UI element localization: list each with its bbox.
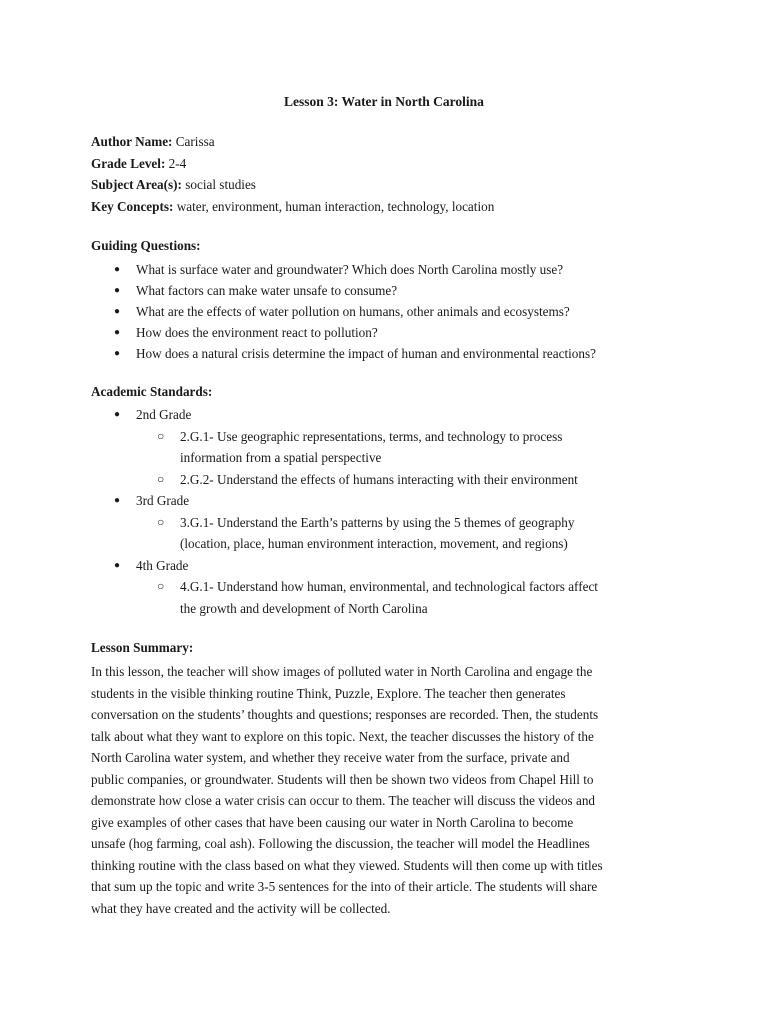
list-item: ● What are the effects of water pollution on humans, other animals and ecosystems? — [112, 301, 596, 322]
circle-bullet-icon: ○ — [157, 514, 165, 529]
summary-line: talk about what they want to explore on this topic. Next, the teacher discusses the history of the — [91, 728, 594, 744]
summary-line: In this lesson, the teacher will show images of polluted water in North Carolina and engage the — [91, 664, 593, 679]
summary-line: thinking routine with the class based on what they viewed. Students will then come up with titles — [91, 857, 603, 873]
bullet-icon: ● — [114, 285, 121, 296]
bullet-icon: ● — [114, 348, 121, 359]
standard-item: ○ 3.G.1- Understand the Earth’s patterns by using the 5 themes of geography (location, place, human environment interaction, movement, and regions) — [112, 512, 672, 555]
circle-bullet-icon: ○ — [157, 471, 165, 486]
list-item: ● What is surface water and groundwater? Which does North Carolina mostly use? — [112, 259, 596, 280]
guiding-questions-heading: Guiding Questions: — [91, 238, 201, 253]
summary-line: unsafe (hog farming, coal ash). Following the discussion, the teacher will model the Headlines — [91, 836, 590, 851]
summary-line: conversation on the students’ thoughts and questions; responses are recorded. Then, the students — [91, 707, 599, 722]
standard-item: ○ 4.G.1- Understand how human, environmental, and technological factors affect the growth and development of North Carolina — [112, 576, 672, 619]
bullet-icon: ● — [114, 327, 121, 338]
bullet-icon: ● — [114, 306, 121, 317]
bullet-icon: ● — [114, 495, 121, 506]
academic-standards-heading: Academic Standards: — [91, 384, 213, 399]
bullet-icon: ● — [114, 264, 121, 275]
lesson-summary-text — [91, 661, 681, 919]
lesson-meta — [91, 131, 494, 217]
list-item: ● How does a natural crisis determine the impact of human and environmental reactions? — [112, 343, 596, 364]
grade-label: Grade Level: — [91, 155, 166, 171]
grade-item: ● 4th Grade — [112, 555, 672, 577]
concepts-row — [91, 196, 494, 218]
standard-item: ○ 2.G.2- Understand the effects of humans interacting with their environment — [112, 469, 672, 491]
standard-item: ○ 2.G.1- Use geographic representations, terms, and technology to process information from a spatial perspective — [112, 426, 672, 469]
grade-item: ● 3rd Grade — [112, 490, 672, 512]
grade-row — [91, 153, 494, 175]
lesson-title: Lesson 3: Water in North Carolina — [284, 94, 484, 109]
grade-item: ● 2nd Grade — [112, 404, 672, 426]
summary-line: give examples of other cases that have been causing our water in North Carolina to become — [91, 814, 574, 830]
summary-line: students in the visible thinking routine Think, Puzzle, Explore. The teacher then generates — [91, 685, 566, 701]
summary-line: what they have created and the activity will be collected. — [91, 900, 391, 916]
author-value: Carissa — [175, 134, 215, 149]
circle-bullet-icon: ○ — [157, 579, 165, 593]
bullet-icon: ● — [114, 559, 121, 571]
summary-line: demonstrate how close a water crisis can occur to them. The teacher will discuss the videos and — [91, 793, 596, 808]
subject-value: social studies — [185, 177, 256, 192]
list-item: ● How does the environment react to pollution? — [112, 322, 596, 343]
author-label: Author Name: — [91, 134, 173, 149]
subject-row — [91, 174, 494, 196]
lesson-summary-heading: Lesson Summary: — [91, 640, 194, 655]
guiding-questions-list — [112, 259, 596, 364]
list-item: ● What factors can make water unsafe to consume? — [112, 280, 596, 301]
summary-line: public companies, or groundwater. Students will then be shown two videos from Chapel Hill to — [91, 771, 594, 787]
summary-line: North Carolina water system, and whether they receive water from the surface, private and — [91, 750, 570, 765]
author-row — [91, 131, 494, 153]
grade-value: 2-4 — [168, 155, 187, 171]
subject-label: Subject Area(s): — [91, 177, 182, 192]
bullet-icon: ● — [114, 409, 121, 420]
concepts-value: water, environment, human interaction, technology, location — [176, 198, 495, 214]
summary-line: that sum up the topic and write 3-5 sentences for the into of their article. The students will share — [91, 879, 598, 894]
circle-bullet-icon: ○ — [157, 428, 165, 443]
concepts-label: Key Concepts: — [91, 198, 174, 214]
academic-standards-list — [112, 404, 672, 619]
